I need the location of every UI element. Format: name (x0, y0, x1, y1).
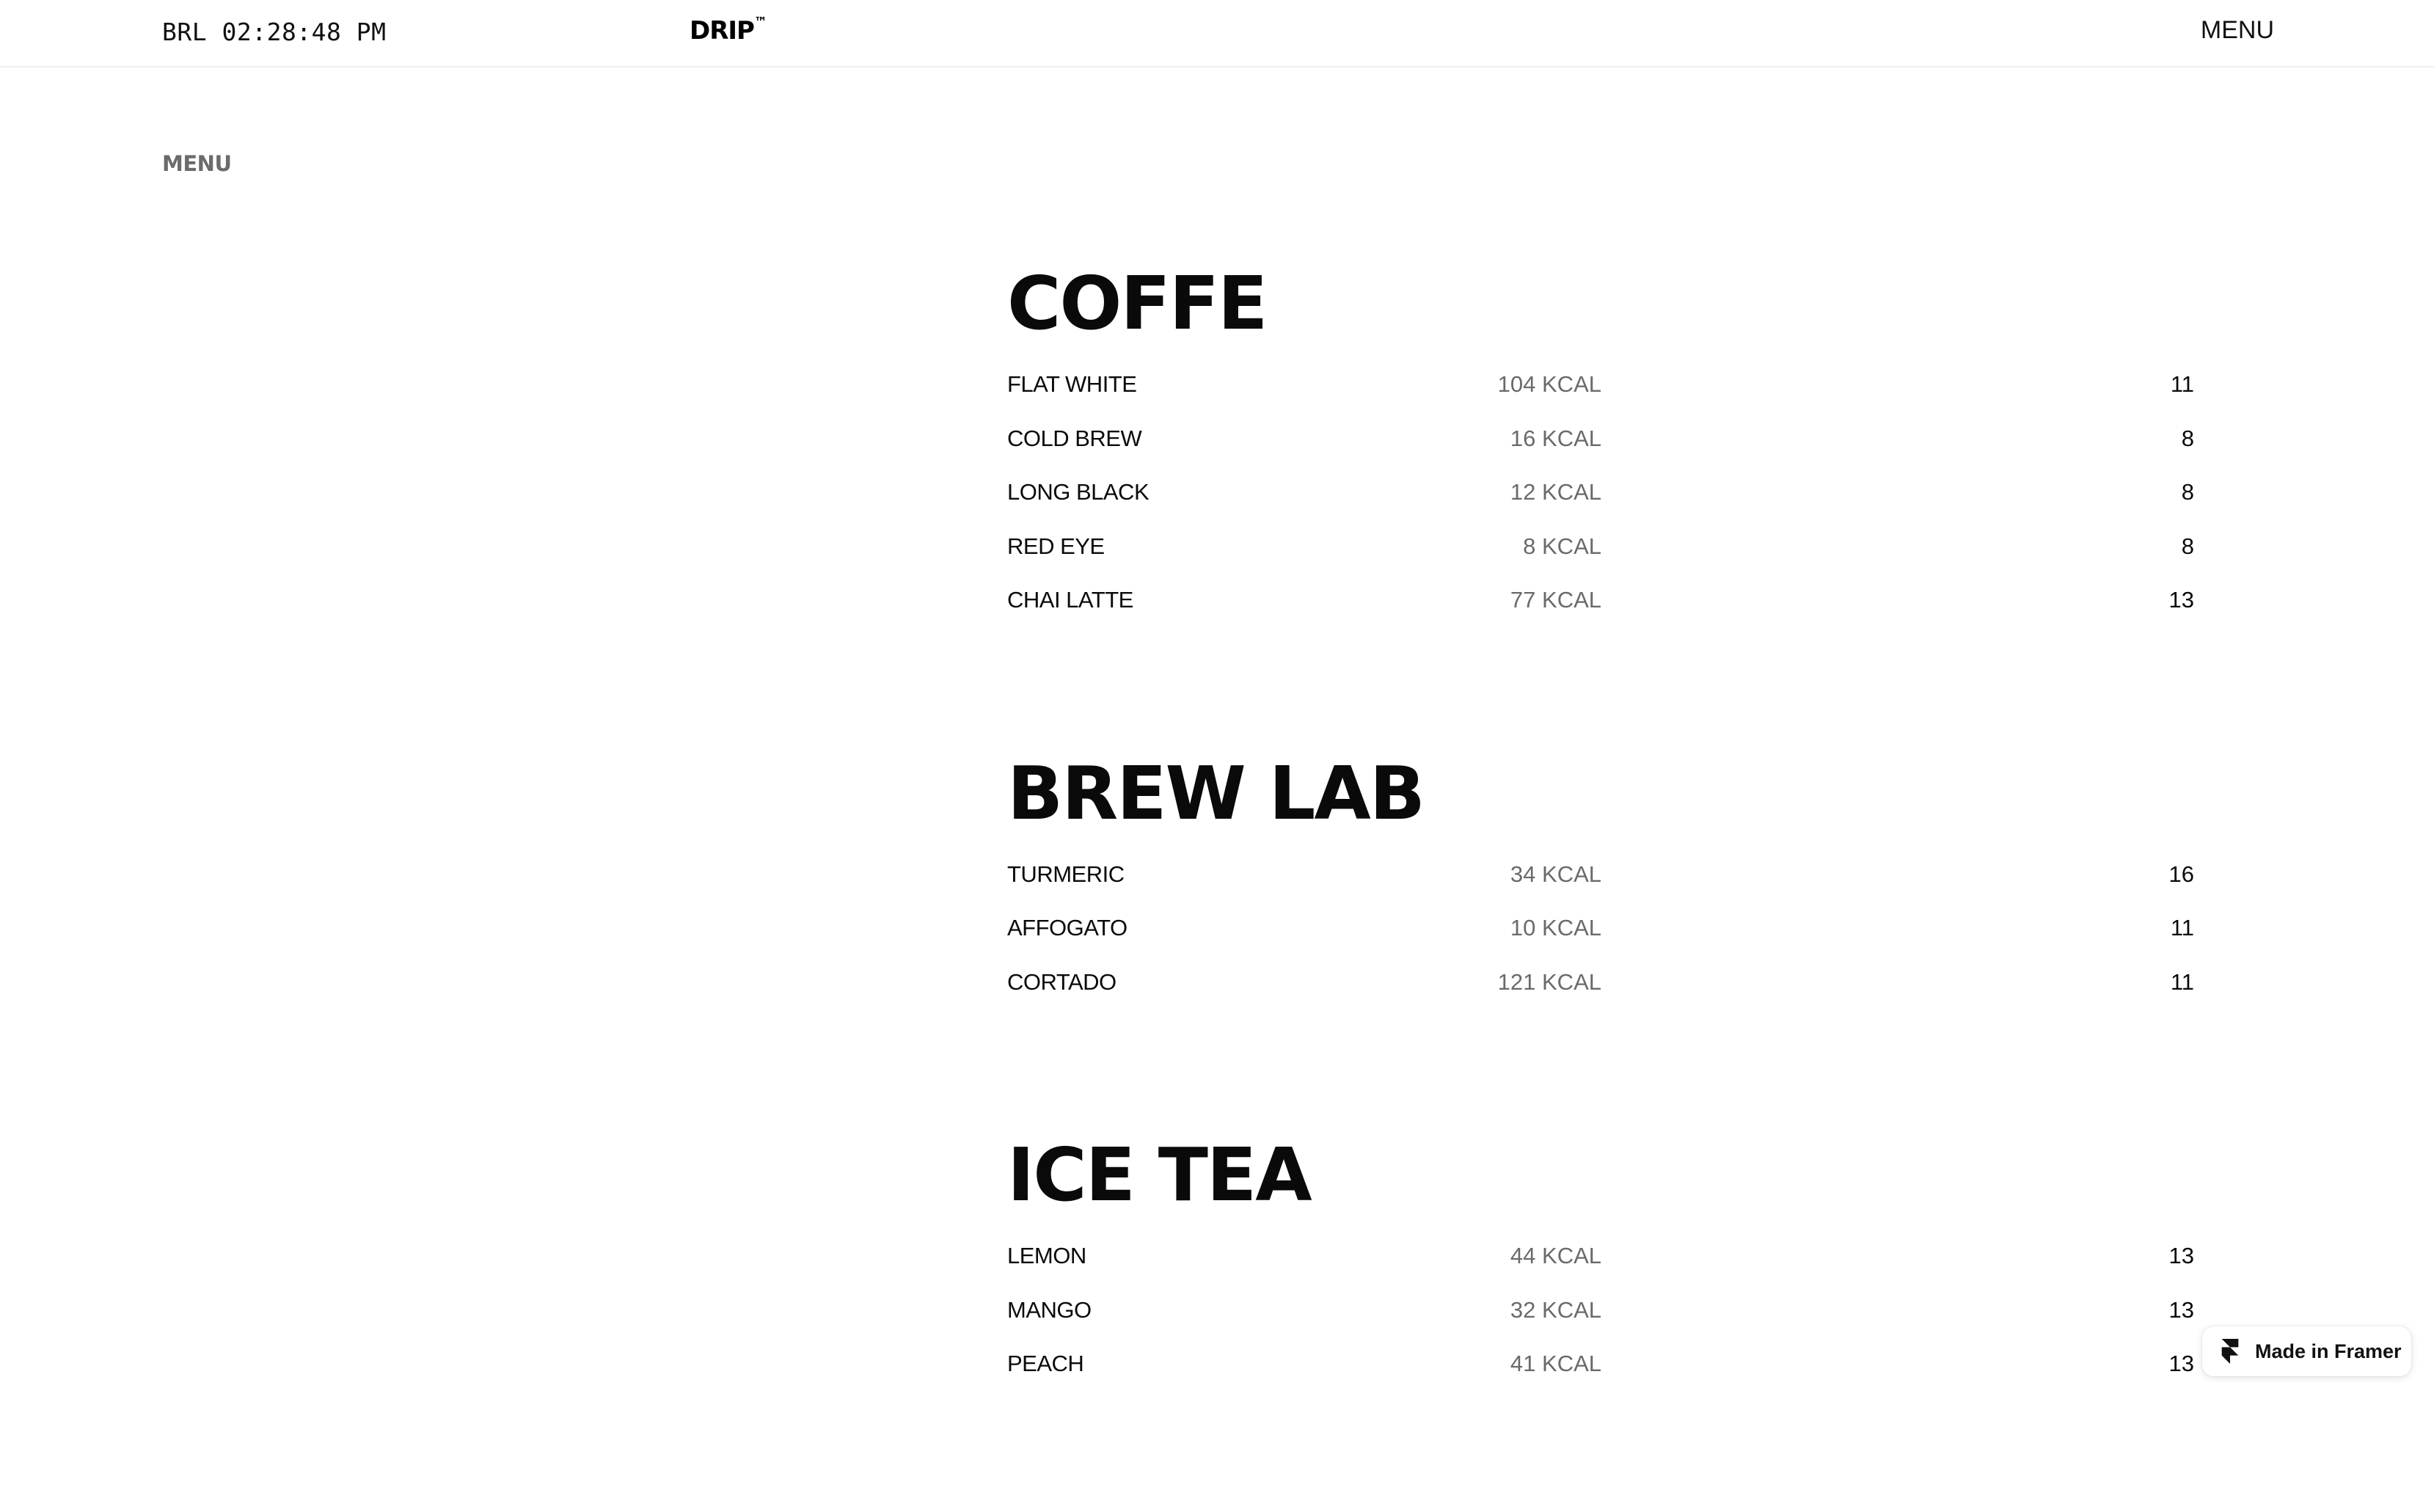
clock: BRL 02:28:48 PM (162, 18, 387, 46)
item-kcal: 34 KCAL (1510, 861, 1601, 887)
badge-label: Made in Framer (2255, 1340, 2402, 1362)
item-name: LEMON (1007, 1243, 1086, 1268)
menu-item[interactable] (1007, 858, 2194, 913)
item-name: AFFOGATO (1007, 915, 1128, 941)
logo-text: DRIP (690, 16, 754, 45)
item-name: TURMERIC (1007, 861, 1125, 887)
menu-item[interactable] (1007, 423, 2194, 477)
category-ice-tea (1007, 1130, 2194, 1402)
category-coffe (1007, 258, 2194, 638)
item-name: MANGO (1007, 1296, 1092, 1323)
category-brew-lab (1007, 748, 2194, 1020)
item-name: CORTADO (1007, 968, 1117, 995)
item-price: 16 (2168, 861, 2194, 887)
menu-item[interactable] (1007, 368, 2194, 423)
item-price: 13 (2168, 587, 2194, 613)
menu-item[interactable] (1007, 1294, 2194, 1348)
menu-item[interactable] (1007, 912, 2194, 966)
section-label: MENU (162, 151, 232, 176)
menu-item[interactable] (1007, 530, 2194, 585)
menu-item[interactable] (1007, 1240, 2194, 1294)
made-in-framer-badge[interactable] (2202, 1326, 2411, 1376)
menu-button[interactable]: MENU (2200, 16, 2274, 44)
menu-list (1007, 258, 2194, 1512)
item-kcal: 16 KCAL (1510, 425, 1601, 451)
item-name: RED EYE (1007, 533, 1105, 559)
item-price: 13 (2168, 1296, 2194, 1323)
item-name: FLAT WHITE (1007, 371, 1137, 397)
logo[interactable] (690, 16, 767, 45)
item-name: CHAI LATTE (1007, 587, 1133, 613)
item-kcal: 8 KCAL (1523, 533, 1601, 559)
menu-item[interactable] (1007, 584, 2194, 638)
item-price: 11 (2170, 968, 2194, 995)
framer-icon (2220, 1339, 2240, 1364)
item-price: 8 (2181, 479, 2194, 505)
item-price: 8 (2181, 425, 2194, 451)
item-price: 13 (2168, 1351, 2194, 1376)
menu-item[interactable] (1007, 966, 2194, 1020)
category-title: COFFE (1007, 260, 1267, 346)
item-kcal: 77 KCAL (1510, 587, 1601, 613)
menu-item[interactable] (1007, 476, 2194, 530)
item-name: COLD BREW (1007, 425, 1142, 451)
item-kcal: 41 KCAL (1510, 1351, 1601, 1376)
item-kcal: 10 KCAL (1510, 915, 1601, 941)
item-price: 11 (2170, 371, 2194, 397)
top-bar (0, 0, 2434, 67)
menu-item[interactable] (1007, 1348, 2194, 1402)
item-kcal: 12 KCAL (1510, 479, 1601, 505)
item-kcal: 121 KCAL (1497, 968, 1601, 995)
item-kcal: 44 KCAL (1510, 1243, 1601, 1268)
trademark-mark: ™ (753, 15, 767, 30)
item-name: LONG BLACK (1007, 479, 1150, 505)
item-name: PEACH (1007, 1351, 1084, 1376)
item-kcal: 32 KCAL (1510, 1296, 1601, 1323)
category-title: ICE TEA (1007, 1132, 1311, 1218)
category-title: BREW LAB (1007, 750, 1424, 836)
item-price: 13 (2168, 1243, 2194, 1268)
item-kcal: 104 KCAL (1497, 371, 1601, 397)
item-price: 11 (2170, 915, 2194, 941)
item-price: 8 (2181, 533, 2194, 559)
